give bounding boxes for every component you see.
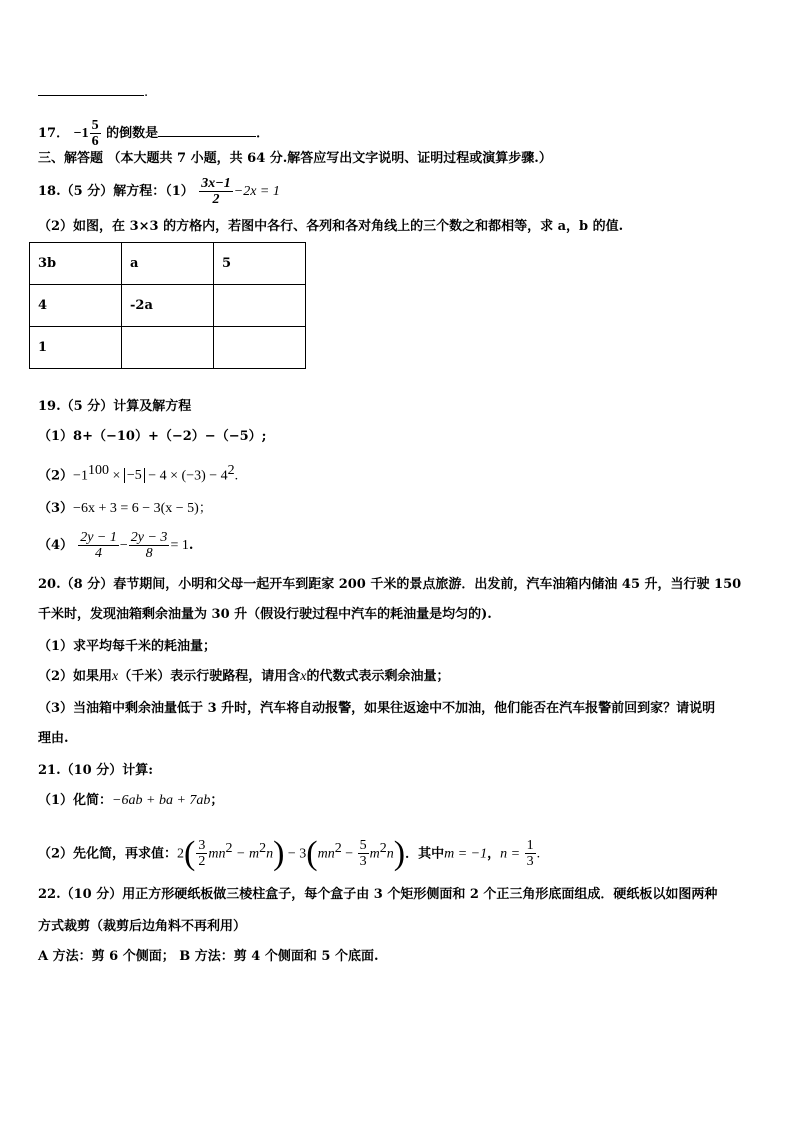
question-19-part4: （4） $\frac{2y - 1}{4}$ − $\frac{2y - 3}{8}$ = 1.: [38, 530, 194, 561]
question-20-part1: （1）求平均每千米的耗油量；: [38, 639, 217, 654]
question-20-part3: （3）当油箱中剩余油量低于 3 升时，汽车将自动报警，如果往返途中不加油，他们能否在汽车报警前回到家？请说明: [38, 701, 716, 716]
grid-row: [30, 285, 306, 327]
question-21: 21.（10 分）计算:: [38, 763, 154, 778]
question-22-line1: 22.（10 分）用正方形硬纸板做三棱柱盒子，每个盒子由 3 个矩形侧面和 2 个正三角形底面组成．硬纸板以如图两种: [38, 887, 718, 902]
question-22-line3: A 方法：剪 6 个侧面； B 方法：剪 4 个侧面和 5 个底面.: [38, 949, 379, 964]
fraction: $\frac{5}{6}$: [91, 118, 99, 149]
question-18: 18.（5 分）解方程：（1） $\frac{3x-1}{2}$ −2x = 1: [38, 176, 280, 207]
grid-cell: [214, 285, 306, 327]
fraction: $\frac{3x-1}{2}$: [201, 176, 231, 207]
question-21-part1: （1）化简：−6ab + ba + 7ab；: [38, 793, 224, 808]
grid-cell: [214, 327, 306, 369]
section-heading: 三、解答题 （本大题共 7 小题，共 64 分.解答应写出文字说明、证明过程或演算步骤.）: [38, 151, 552, 166]
fraction: $\frac{1}{3}$: [526, 838, 534, 870]
grid-row: [30, 327, 306, 369]
magic-square-grid: [29, 242, 306, 369]
grid-cell: -2a: [122, 285, 214, 327]
question-21-part2: （2）先化简，再求值：2( $\frac{3}{2}$ $mn^2 - m^2n) - 3(mn^2$ − $\frac{5}{3}$ $m^2n$)．其中m = −1，n = $\frac{1}{3}$ .: [38, 834, 541, 872]
answer-blank[interactable]: [38, 95, 144, 96]
grid-cell: 4: [30, 285, 122, 327]
fraction: $\frac{2y - 3}{8}$: [130, 530, 168, 561]
top-answer-line: .: [38, 84, 148, 102]
question-20-part3-cont: 理由.: [38, 731, 69, 746]
question-17: 17． −1 $\frac{5}{6}$ 的倒数是 ．: [38, 118, 270, 149]
grid-cell: [122, 327, 214, 369]
grid-cell: 1: [30, 327, 122, 369]
grid-cell: 3b: [30, 243, 122, 285]
question-19-part2: $(2)-1^{100} \times -5 - 4 \times (-3) - 4^2$.: [38, 463, 239, 484]
question-22-line2: 方式裁剪（裁剪后边角料不再利用）: [38, 919, 247, 934]
question-19: 19.（5 分）计算及解方程: [38, 399, 192, 414]
fraction: $\frac{5}{3}$: [359, 838, 367, 870]
question-20-part2: （2）如果用x（千米）表示行驶路程，请用含x的代数式表示剩余油量；: [38, 669, 450, 684]
fraction: $\frac{3}{2}$: [198, 838, 206, 870]
question-19-part1: （1）8+（−10）+（−2）−（−5）;: [38, 429, 267, 444]
grid-cell: 5: [214, 243, 306, 285]
grid-row: [30, 243, 306, 285]
fraction: $\frac{2y - 1}{4}$: [80, 530, 117, 561]
answer-blank[interactable]: [158, 136, 256, 137]
question-19-part3: （3）−6x + 3 = 6 − 3(x − 5)；: [38, 501, 212, 516]
question-20-line2: 千米时，发现油箱剩余油量为 30 升（假设行驶过程中汽车的耗油量是均匀的).: [38, 607, 492, 622]
grid-cell: a: [122, 243, 214, 285]
question-18-part2: （2）如图，在 3×3 的方格内，若图中各行、各列和各对角线上的三个数之和都相等，求 a，b 的值.: [38, 219, 624, 234]
question-20-line1: 20.（8 分）春节期间，小明和父母一起开车到距家 200 千米的景点旅游．出发前，汽车油箱内储油 45 升，当行驶 150: [38, 577, 742, 592]
